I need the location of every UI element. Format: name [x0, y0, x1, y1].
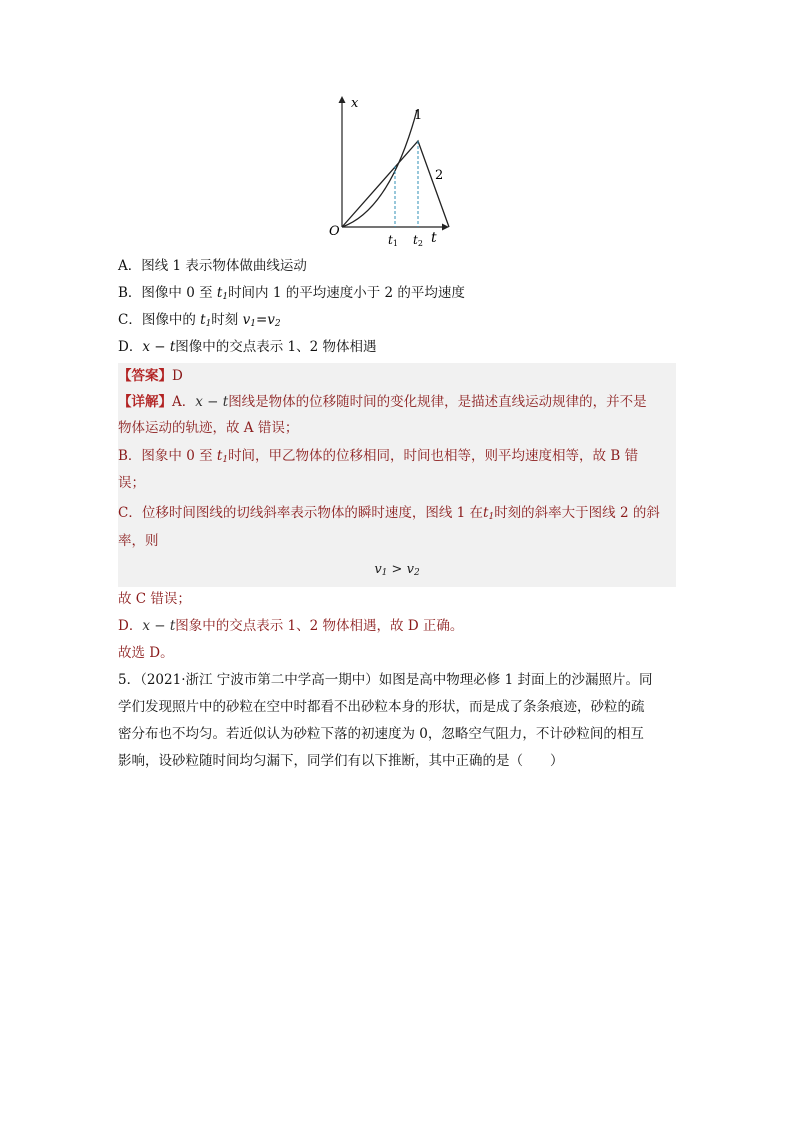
option-a-text: A．图线 1 表示物体做曲线运动	[118, 258, 307, 274]
explanation-line7-text: 故 C 错误；	[118, 591, 191, 607]
formula-v1: v	[374, 562, 382, 577]
option-a	[118, 256, 307, 276]
explanation-line-6	[118, 531, 159, 551]
explanation-line5-pre: C．位移时间图线的切线斜率表示物体的瞬时速度，图线 1 在	[118, 505, 484, 521]
origin-label: O	[329, 224, 340, 239]
answer-value: D	[172, 368, 183, 384]
explanation-line3-var: t	[216, 448, 223, 464]
question-5-line-2: 学们发现照片中的砂粒在空中时都看不出砂粒本身的形状，而是成了条条痕迹，砂粒的疏	[118, 699, 645, 715]
curve-1-label: 1	[414, 108, 423, 123]
formula-op: >	[387, 562, 407, 577]
option-c	[118, 310, 281, 334]
option-c-sub: 1	[205, 319, 212, 329]
option-c-pre: C．图像中的	[118, 312, 201, 328]
explanation-line1-xt: x − t	[195, 394, 229, 410]
option-b-pre: B．图像中 0 至	[118, 285, 217, 301]
formula-v2-sub: 2	[413, 568, 420, 578]
explanation-line6-text: 率，则	[118, 533, 159, 549]
explanation-line-8	[118, 616, 463, 636]
option-b	[118, 283, 465, 307]
option-b-sub: 1	[222, 292, 229, 302]
xt-graph	[318, 92, 458, 250]
explanation-line-7	[118, 589, 191, 609]
option-c-v2: v	[267, 312, 275, 328]
question-5	[118, 667, 678, 775]
option-b-post: 时间内 1 的平均速度小于 2 的平均速度	[228, 285, 465, 301]
explanation-line1-pre: A．	[172, 394, 196, 410]
option-c-eq: =	[255, 312, 268, 328]
explanation-line2-text: 物体运动的轨迹，故 A 错误；	[118, 420, 299, 436]
answer-label: 【答案】	[118, 368, 172, 384]
explanation-line4-text: 误；	[118, 475, 145, 491]
option-b-var: t	[216, 285, 223, 301]
answer-line	[118, 366, 183, 386]
option-c-v2-sub: 2	[274, 319, 281, 329]
explanation-line5-var: t	[483, 505, 489, 521]
curve-1	[342, 110, 417, 227]
explanation-line-5	[118, 503, 660, 527]
question-5-line-3: 密分布也不均匀。若近似认为砂粒下落的初速度为 0，忽略空气阻力，不计砂粒间的相互	[118, 726, 644, 742]
explanation-line-4	[118, 473, 145, 493]
t2-label: t2	[413, 233, 423, 248]
curve-2-label: 2	[435, 168, 444, 183]
option-c-v1-sub: 1	[250, 319, 256, 329]
explanation-line-9	[118, 643, 174, 663]
y-axis-arrow	[339, 96, 346, 103]
question-5-line-1: 5．（2021·浙江 宁波市第二中学高一期中）如图是高中物理必修 1 封面上的沙漏照片。同	[118, 672, 653, 688]
question-5-line-4: 影响，设砂粒随时间均匀漏下，同学们有以下推断，其中正确的是（ ）	[118, 753, 564, 769]
option-d-post: 图像中的交点表示 1、2 物体相遇	[175, 339, 377, 355]
explanation-line3-post: 时间，甲乙物体的位移相同，时间也相等，则平均速度相等，故 B 错	[228, 448, 639, 464]
formula-v1-sub: 1	[381, 568, 388, 578]
explanation-line3-sub: 1	[222, 455, 229, 465]
xt-graph-figure	[318, 92, 458, 250]
option-c-mid: 时刻	[211, 312, 243, 328]
explanation-line1-post: 图线是物体的位移随时间的变化规律，是描述直线运动规律的，并不是	[228, 394, 647, 410]
explanation-line-2	[118, 418, 298, 438]
y-axis-label: x	[351, 96, 359, 111]
explanation-line9-text: 故选 D。	[118, 645, 174, 661]
explanation-line-3	[118, 446, 638, 470]
formula-v1-gt-v2	[118, 562, 676, 578]
option-d-xt: x − t	[142, 339, 176, 355]
explanation-line8-post: 图象中的交点表示 1、2 物体相遇，故 D 正确。	[175, 618, 464, 634]
option-d-pre: D．	[118, 339, 143, 355]
option-c-v1: v	[242, 312, 251, 328]
option-c-var: t	[200, 312, 206, 328]
explanation-line5-sub: 1	[488, 512, 495, 522]
explanation-line3-pre: B．图象中 0 至	[118, 448, 217, 464]
explanation-line5-post: 时刻的斜率大于图线 2 的斜	[494, 505, 660, 521]
formula-v2: v	[406, 562, 414, 577]
explanation-line8-xt: x − t	[142, 618, 176, 634]
t1-label: t1	[388, 233, 398, 248]
explanation-line-1	[118, 392, 647, 412]
option-d	[118, 337, 377, 357]
x-axis-label: t	[431, 230, 437, 246]
explanation-line8-pre: D．	[118, 618, 143, 634]
explanation-label: 【详解】	[118, 394, 172, 410]
